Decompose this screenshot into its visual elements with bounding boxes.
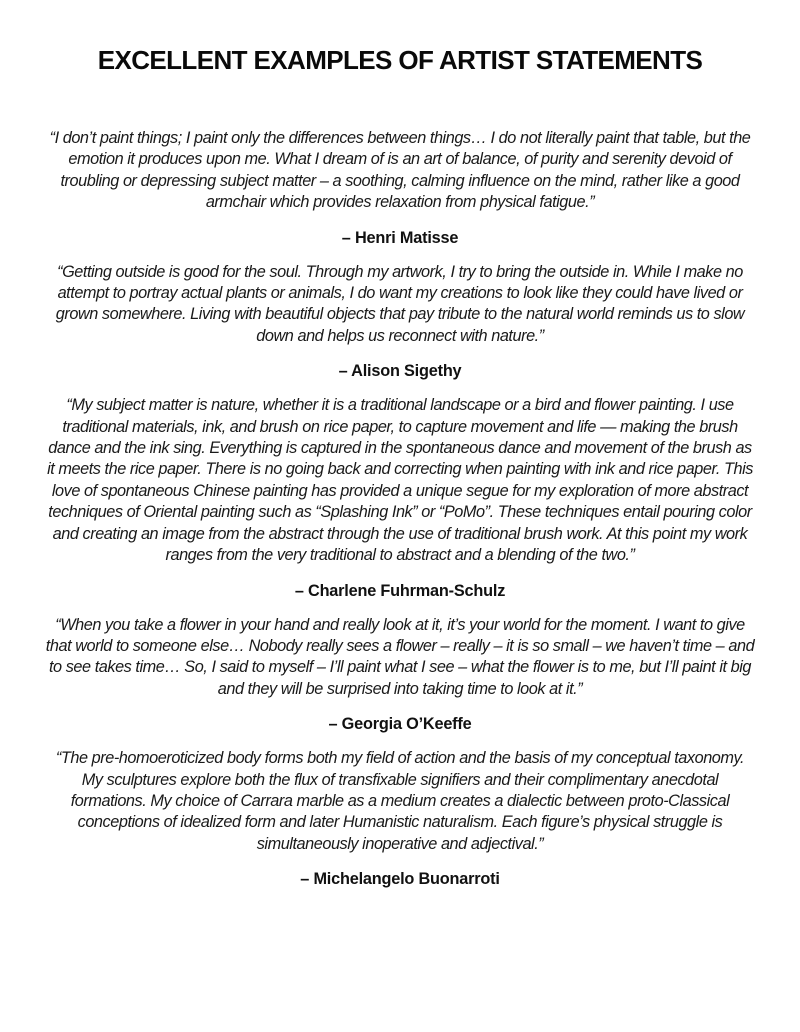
statement-author: – Alison Sigethy: [338, 362, 462, 381]
statement-charlene-fuhrman-schulz: [44, 395, 756, 601]
statements-list: [44, 128, 756, 890]
statement-author: – Charlene Fuhrman-Schulz: [294, 581, 506, 600]
statement-author: – Michelangelo Buonarroti: [300, 870, 500, 889]
statement-georgia-okeeffe: [44, 615, 756, 736]
document-title: EXCELLENT EXAMPLES OF ARTIST STATEMENTS: [97, 45, 703, 75]
statement-quote: “The pre-homoeroticized body forms both my field of action and the basis of my conceptual taxonomy. My sculptures explore both the flux of transfixable signifiers and their complimentary anecdotal formations. My choice of Carrara marble as a medium creates a dialectic between proto-Classical conceptions of idealized form and later Humanistic naturalism. Each figure’s physical struggle is simultaneously inoperative and adjectival.”: [55, 749, 745, 853]
statement-quote: “My subject matter is nature, whether it is a traditional landscape or a bird and flower painting. I use traditional materials, ink, and brush on rice paper, to capture movement and life — making the brush dance and the ink sing. Everything is captured in the spontaneous dance and movement of the brush as it meets the rice paper. There is no going back and correcting when painting with ink and rice paper. This love of spontaneous Chinese painting has provided a unique segue for my exploration of more abstract techniques of Oriental painting such as “Splashing Ink” or “PoMo”. These techniques entail pouring color and creating an image from the abstract through the use of traditional brush work. At this point my work ranges from the very traditional to abstract and a blending of the two.”: [47, 396, 753, 565]
statement-quote: “I don’t paint things; I paint only the differences between things… I do not literally paint that table, but the emotion it produces upon me. What I dream of is an art of balance, of purity and serenity devoid of troubling or depressing subject matter – a soothing, calming influence on the mind, rather like a good armchair which provides relaxation from physical fatigue.”: [49, 129, 751, 212]
statement-author: – Georgia O’Keeffe: [328, 715, 472, 734]
statement-henri-matisse: [44, 128, 756, 249]
statement-michelangelo-buonarroti: [44, 748, 756, 890]
statement-alison-sigethy: [44, 262, 756, 383]
statement-quote: “When you take a flower in your hand and really look at it, it’s your world for the moment. I want to give that world to someone else… Nobody really sees a flower – really – it is so small – we haven’t time – and to see takes time… So, I said to myself – I’ll paint what I see – what the flower is to me, but I’ll paint it big and they will be surprised into taking time to look at it.”: [45, 615, 755, 698]
statement-quote: “Getting outside is good for the soul. Through my artwork, I try to bring the outside in. While I make no attempt to portray actual plants or animals, I do want my creations to look like they could have lived or grown somewhere. Living with beautiful objects that pay tribute to the natural world reminds us to slow down and helps us reconnect with nature.”: [55, 262, 745, 345]
statement-author: – Henri Matisse: [341, 228, 459, 247]
